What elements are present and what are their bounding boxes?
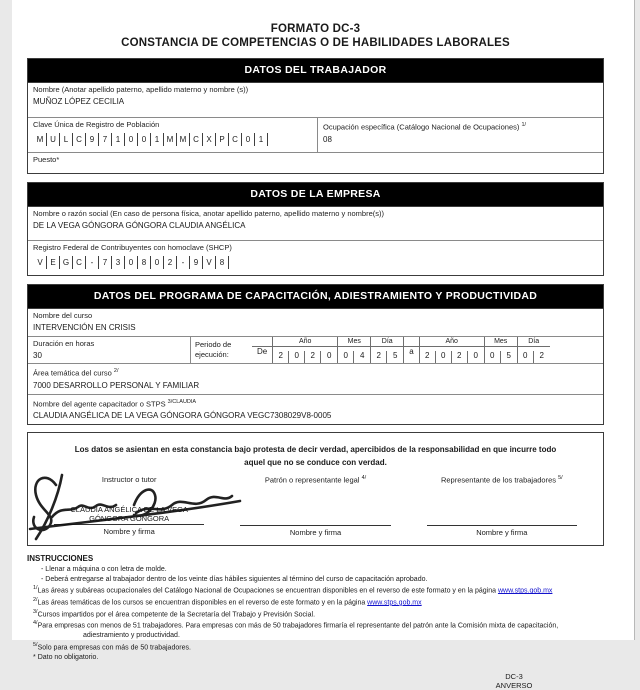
curp-cell: C	[73, 133, 86, 146]
curp-cell: M	[177, 133, 190, 146]
signatures-row	[36, 475, 595, 537]
de-year-group	[272, 337, 337, 363]
rfc-cell: -	[177, 256, 190, 269]
curp-cell: M	[164, 133, 177, 146]
form-title-line1: FORMATO DC-3	[27, 22, 604, 36]
instructions	[27, 554, 604, 663]
date-cell: 2	[534, 351, 550, 363]
footer-form-code: DC-3	[479, 672, 549, 681]
form-dc3	[27, 0, 604, 690]
instruction-item: * Dato no obligatorio.	[27, 653, 604, 663]
trabajadores-names	[409, 485, 595, 525]
instruction-item: $^{4/}$Para empresas con menos de 51 trabajadores. Para empresas con más de 50 trabajadores firmaría el representante del patrón ante la Comisión mixta de capacitación, adiestramiento y productividad.	[27, 619, 604, 640]
signature-col-patron	[222, 475, 408, 537]
ocupacion-sup: 1/	[521, 122, 526, 128]
periodo-dates	[252, 337, 603, 363]
role-instructor: Instructor o tutor	[36, 475, 222, 484]
area-sup: 2/	[114, 368, 119, 374]
footer-side-label: ANVERSO	[479, 681, 549, 690]
area-label: Área temática del curso $^{2/}$	[33, 366, 598, 379]
section-empresa-header: DATOS DE LA EMPRESA	[28, 183, 603, 206]
month-header: Mes	[485, 337, 517, 347]
field-razon-social	[28, 206, 603, 240]
declaration-line1: Los datos se asientan en esta constancia bajo protesta de decir verdad, apercibidos de la responsabilidad en que incurre todo	[36, 443, 595, 456]
a-year-group	[419, 337, 484, 363]
instruction-item: $^{2/}$Las áreas temáticas de los cursos se encuentran disponibles en el reverso de este formato y en la página www.stps.gob.mx	[27, 596, 604, 608]
field-nombre-curso	[28, 308, 603, 336]
curp-cell: C	[190, 133, 203, 146]
razon-value: DE LA VEGA GÓNGORA GÓNGORA CLAUDIA ANGÉLICA	[33, 219, 598, 231]
date-cell: 0	[436, 351, 452, 363]
de-month-group	[337, 337, 370, 363]
document-page	[12, 0, 635, 640]
ocupacion-label: Ocupación específica (Catálogo Nacional de Ocupaciones) $^{1/}$	[323, 120, 598, 133]
declaration-line2: aquel que no se conduce con verdad.	[36, 456, 595, 469]
curp-cell: 9	[86, 133, 99, 146]
ocupacion-value: 08	[323, 133, 598, 145]
a-month-group	[484, 337, 517, 363]
date-cell: 2	[420, 351, 436, 363]
stps-link[interactable]: www.stps.gob.mx	[498, 587, 552, 594]
date-cell: 2	[371, 351, 387, 363]
date-cell: 5	[501, 351, 517, 363]
field-curp	[28, 118, 317, 152]
date-cell: 2	[273, 351, 289, 363]
date-cell: 0	[468, 351, 484, 363]
section-empresa	[27, 182, 604, 276]
curp-cell: M	[34, 133, 47, 146]
de-word-cell	[252, 337, 272, 363]
instruction-item: $^{5/}$Solo para empresas con más de 50 trabajadores.	[27, 641, 604, 653]
form-title-line2: CONSTANCIA DE COMPETENCIAS O DE HABILIDADES LABORALES	[27, 36, 604, 50]
curp-cell: C	[229, 133, 242, 146]
nombre-value: MUÑOZ LÓPEZ CECILIA	[33, 95, 598, 107]
de-day-group	[370, 337, 403, 363]
section-programa	[27, 284, 604, 425]
agente-value: CLAUDIA ANGÉLICA DE LA VEGA GÓNGORA GÓNGORA VEGC7308029V8-0005	[33, 409, 598, 421]
date-cell: 5	[387, 351, 403, 363]
nombre-label: Nombre (Anotar apellido paterno, apellido materno y nombre (s))	[33, 85, 598, 95]
date-cell: 2	[305, 351, 321, 363]
section-trabajador	[27, 58, 604, 174]
instructor-names: CLAUDIA ANGÉLICA DE LA VEGA GÓNGORA GÓNGORA	[36, 484, 222, 524]
nombre-firma-label: Nombre y firma	[409, 526, 595, 537]
field-agente-capacitador	[28, 394, 603, 425]
duracion-label: Duración en horas	[33, 339, 185, 349]
rfc-cell: 2	[164, 256, 177, 269]
curso-label: Nombre del curso	[33, 311, 598, 321]
rfc-cell: 0	[125, 256, 138, 269]
curp-cell: 0	[125, 133, 138, 146]
curp-cell: X	[203, 133, 216, 146]
duracion-value: 30	[33, 349, 185, 361]
curp-cell: 1	[112, 133, 125, 146]
rfc-cell: 7	[99, 256, 112, 269]
razon-label: Nombre o razón social (En caso de persona física, anotar apellido paterno, apellido materno y nombre(s))	[33, 209, 598, 219]
row-curp-ocupacion	[28, 117, 603, 152]
instruction-item: $^{3/}$Cursos impartidos por el área competente de la Secretaría del Trabajo y Previsión Social.	[27, 608, 604, 620]
field-rfc	[28, 240, 603, 275]
rfc-cell: V	[203, 256, 216, 269]
agente-sup: 3/CLAUDIA	[168, 399, 196, 405]
rfc-cell: 9	[190, 256, 203, 269]
rfc-cell: G	[60, 256, 73, 269]
rfc-cells	[34, 256, 598, 269]
rfc-cell: 8	[216, 256, 229, 269]
day-header: Día	[518, 337, 550, 347]
role-patron: Patrón o representante legal $^{4/}$	[222, 475, 408, 485]
section-trabajador-header: DATOS DEL TRABAJADOR	[28, 59, 603, 82]
date-cell: 4	[354, 351, 370, 363]
curp-cells	[34, 133, 312, 146]
a-word: a	[404, 347, 418, 359]
field-nombre-trabajador	[28, 82, 603, 117]
agente-label: Nombre del agente capacitador o STPS $^{3/CLAUDIA}$	[33, 397, 598, 410]
curp-cell: P	[216, 133, 229, 146]
de-word: De	[252, 347, 272, 359]
declaration-box	[27, 432, 604, 546]
date-cell: 2	[452, 351, 468, 363]
rfc-cell: C	[73, 256, 86, 269]
rfc-label: Registro Federal de Contribuyentes con homoclave (SHCP)	[33, 243, 598, 253]
row-duracion-periodo	[28, 336, 603, 363]
area-value: 7000 DESARROLLO PERSONAL Y FAMILIAR	[33, 379, 598, 391]
curp-cell: L	[60, 133, 73, 146]
section-programa-header: DATOS DEL PROGRAMA DE CAPACITACIÓN, ADIESTRAMIENTO Y PRODUCTIVIDAD	[28, 285, 603, 308]
year-header: Año	[420, 337, 484, 347]
nombre-firma-label: Nombre y firma	[36, 525, 222, 536]
field-duracion	[28, 337, 190, 363]
instruction-item: - Llenar a máquina o con letra de molde.	[27, 565, 604, 575]
signature-col-trabajadores	[409, 475, 595, 537]
stps-link[interactable]: www.stps.gob.mx	[367, 599, 421, 606]
instructions-title: INSTRUCCIONES	[27, 554, 604, 564]
role-trabajadores: Representante de los trabajadores $^{5/}$	[409, 475, 595, 485]
instruction-item: - Deberá entregarse al trabajador dentro de los veinte días hábiles siguientes al término del curso de capacitación aprobado.	[27, 575, 604, 585]
curp-cell: U	[47, 133, 60, 146]
curso-value: INTERVENCIÓN EN CRISIS	[33, 321, 598, 333]
year-header: Año	[273, 337, 337, 347]
curp-cell: 0	[242, 133, 255, 146]
a-word-cell	[403, 337, 418, 363]
patron-names	[222, 485, 408, 525]
puesto-label: Puesto*	[33, 155, 598, 165]
periodo-label: Periodo de ejecución:	[190, 337, 252, 363]
rfc-cell: E	[47, 256, 60, 269]
curp-label: Clave Única de Registro de Población	[33, 120, 312, 130]
date-cell: 0	[485, 351, 501, 363]
instruction-item: $^{1/}$Las áreas y subáreas ocupacionales del Catálogo Nacional de Ocupaciones se encuentran disponibles en el reverso de este formato y en la página www.stps.gob.mx	[27, 584, 604, 596]
nombre-firma-label: Nombre y firma	[222, 526, 408, 537]
field-puesto	[28, 152, 603, 173]
rfc-cell: 0	[151, 256, 164, 269]
page-footer	[479, 672, 549, 690]
signature-col-instructor	[36, 475, 222, 537]
date-cell: 0	[518, 351, 534, 363]
field-area-tematica	[28, 363, 603, 394]
curp-cell: 0	[138, 133, 151, 146]
field-ocupacion	[317, 118, 603, 152]
a-day-group	[517, 337, 550, 363]
curp-cell: 7	[99, 133, 112, 146]
curp-cell: 1	[255, 133, 268, 146]
date-cell: 0	[338, 351, 354, 363]
rfc-cell: 8	[138, 256, 151, 269]
date-cell: 0	[289, 351, 305, 363]
date-cell: 0	[321, 351, 337, 363]
rfc-cell: V	[34, 256, 47, 269]
curp-cell: 1	[151, 133, 164, 146]
rfc-cell: 3	[112, 256, 125, 269]
month-header: Mes	[338, 337, 370, 347]
day-header: Día	[371, 337, 403, 347]
rfc-cell: -	[86, 256, 99, 269]
